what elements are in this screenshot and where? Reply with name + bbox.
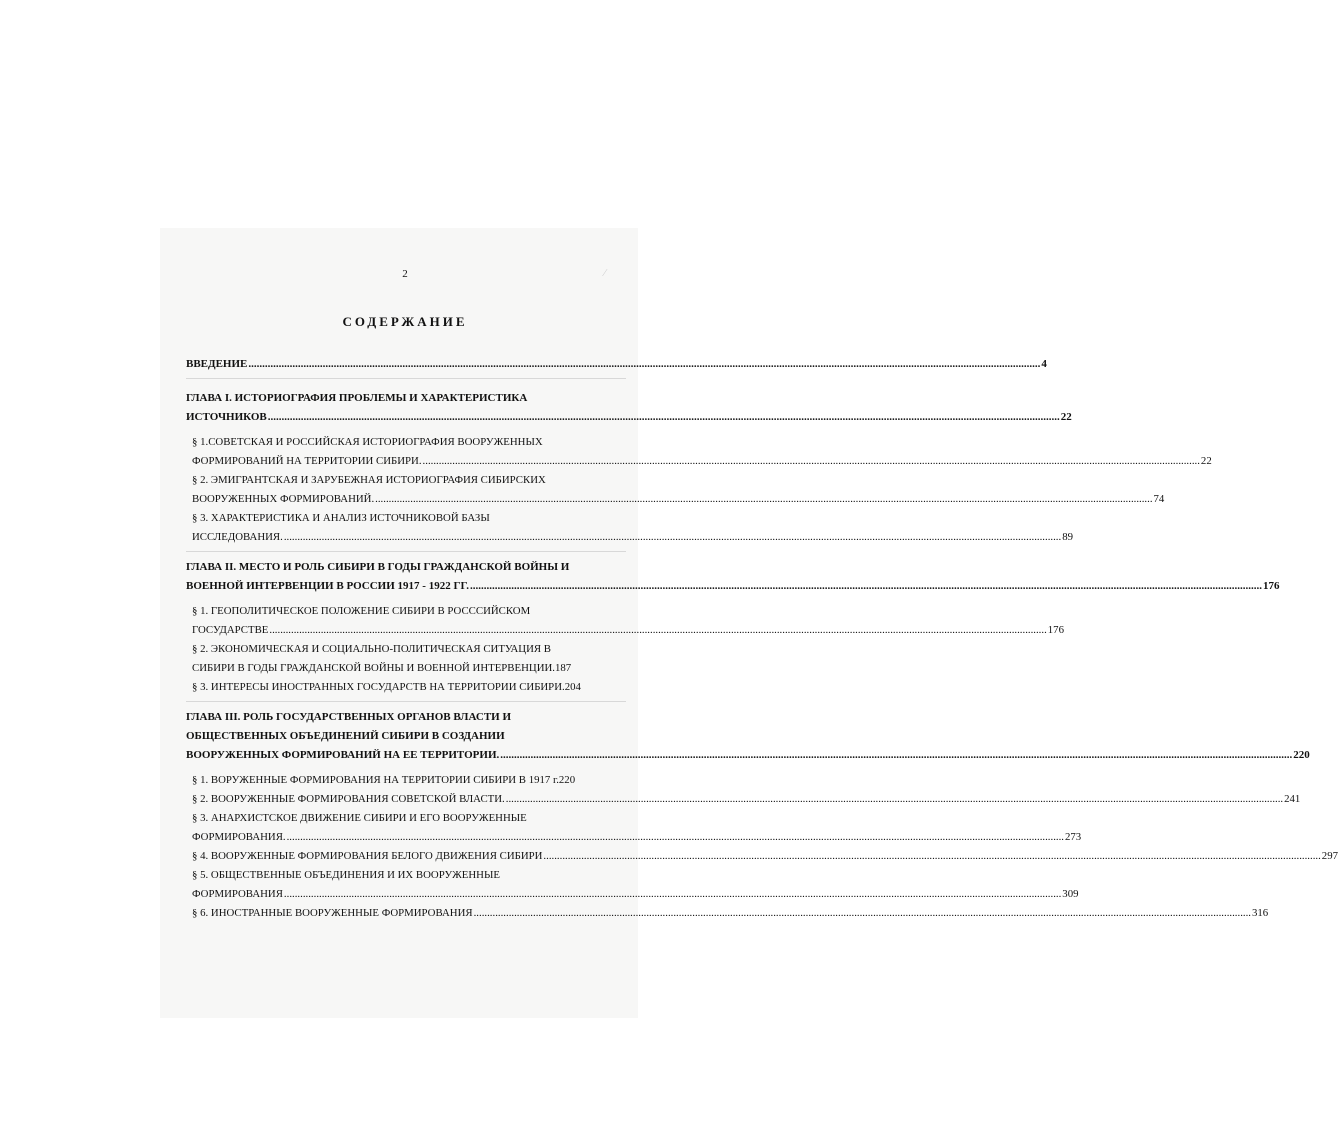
section-line: § 1. ГЕОПОЛИТИЧЕСКОЕ ПОЛОЖЕНИЕ СИБИРИ В РОСССИЙСКОМ [192,605,531,617]
toc-page-number: 204 [564,681,581,693]
chapter-heading-line: ГЛАВА II. МЕСТО И РОЛЬ СИБИРИ В ГОДЫ ГРАЖДАНСКОЙ ВОЙНЫ И [186,561,570,573]
toc-page-number: 241 [1284,793,1301,805]
section-line: § 3. АНАРХИСТСКОЕ ДВИЖЕНИЕ СИБИРИ И ЕГО ВООРУЖЕННЫЕ [192,812,527,824]
section-line: СИБИРИ В ГОДЫ ГРАЖДАНСКОЙ ВОЙНЫ И ВОЕННОЙ ИНТЕРВЕНЦИИ. [192,662,555,674]
dot-leader [267,408,1061,427]
toc-chapter-1 [186,389,1072,427]
section-line: § 4. ВООРУЖЕННЫЕ ФОРМИРОВАНИЯ БЕЛОГО ДВИЖЕНИЯ СИБИРИ [192,850,543,862]
dot-leader [542,847,1321,866]
toc-chapter-2 [186,558,1280,596]
chapter-heading-line: ВООРУЖЕННЫХ ФОРМИРОВАНИЙ НА ЕЕ ТЕРРИТОРИИ. [186,749,500,761]
section-line: § 1.СОВЕТСКАЯ И РОССИЙСКАЯ ИСТОРИОГРАФИЯ ВООРУЖЕННЫХ [192,436,543,448]
section-line: ФОРМИРОВАНИЯ [192,888,283,900]
toc-section-1-3 [186,509,1073,547]
toc-section-3-2 [186,790,1301,809]
section-line: ГОСУДАРСТВЕ [192,624,269,636]
toc-section-3-5 [186,866,1079,904]
toc-page-number: 220 [1293,749,1310,761]
toc-section-2-2 [186,640,626,678]
toc-page-number: 22 [1060,411,1072,423]
toc-section-3-4 [186,847,1338,866]
page-title: СОДЕРЖАНИЕ [342,314,468,329]
section-line: ФОРМИРОВАНИЯ. [192,831,286,843]
dot-leader [499,746,1293,765]
toc-page-number: 187 [555,662,572,674]
toc-page-number: 89 [1062,531,1073,543]
section-line: § 2. ЭМИГРАНТСКАЯ И ЗАРУБЕЖНАЯ ИСТОРИОГРАФИЯ СИБИРСКИХ [192,474,546,486]
toc-section-3-3 [186,809,1082,847]
section-line: ИССЛЕДОВАНИЯ. [192,531,283,543]
toc-section-2-1 [186,602,1064,640]
toc-entry-text: ВВЕДЕНИЕ [186,358,248,370]
toc-page-number: 273 [1064,831,1082,843]
toc-chapter-3 [186,708,1310,765]
dot-leader [283,528,1062,547]
section-line: ВООРУЖЕННЫХ ФОРМИРОВАНИЙ. [192,493,375,505]
toc-page-number: 220 [558,774,576,786]
toc-line [186,389,626,408]
dot-leader [505,790,1284,809]
toc-line [186,355,1047,374]
toc-section-1-1 [186,433,1212,471]
section-line: § 5. ОБЩЕСТВЕННЫЕ ОБЪЕДИНЕНИЯ И ИХ ВООРУЖЕННЫЕ [192,869,500,881]
section-line: § 3. ХАРАКТЕРИСТИКА И АНАЛИЗ ИСТОЧНИКОВОЙ БАЗЫ [192,512,490,524]
dot-leader [422,452,1201,471]
section-line: § 3. ИНТЕРЕСЫ ИНОСТРАННЫХ ГОСУДАРСТВ НА ТЕРРИТОРИИ СИБИРИ. [192,681,565,693]
scan-mark: ⁄ [604,268,606,279]
section-line: § 1. ВОРУЖЕННЫЕ ФОРМИРОВАНИЯ НА ТЕРРИТОРИИ СИБИРИ В 1917 г. [192,774,559,786]
page-number: 2 [402,268,408,280]
chapter-heading-line: ГЛАВА I. ИСТОРИОГРАФИЯ ПРОБЛЕМЫ И ХАРАКТЕРИСТИКА [186,392,528,404]
toc-page-number: 176 [1047,624,1064,636]
toc-page-number: 297 [1321,850,1338,862]
chapter-heading-line: ИСТОЧНИКОВ [186,411,267,423]
toc-section-2-3 [186,678,626,697]
dot-leader [268,621,1047,640]
dot-leader [374,490,1153,509]
section-line: § 2. ЭКОНОМИЧЕСКАЯ И СОЦИАЛЬНО-ПОЛИТИЧЕСКАЯ СИТУАЦИЯ В [192,643,552,655]
toc-page-number: 176 [1262,580,1280,592]
chapter-heading-line: ВОЕННОЙ ИНТЕРВЕНЦИИ В РОССИИ 1917 - 1922 ГГ. [186,580,469,592]
toc-intro [186,355,1047,374]
chapter-heading-line: ГЛАВА III. РОЛЬ ГОСУДАРСТВЕННЫХ ОРГАНОВ ВЛАСТИ И [186,711,512,723]
dot-leader [469,577,1263,596]
dot-leader [286,828,1065,847]
chapter-heading-line: ОБЩЕСТВЕННЫХ ОБЪЕДИНЕНИЙ СИБИРИ В СОЗДАНИИ [186,730,505,742]
toc-section-3-1 [186,771,626,790]
toc-page-number: 22 [1200,455,1212,467]
dot-leader [247,355,1041,374]
toc-page-number: 74 [1153,493,1165,505]
dot-leader [473,904,1252,923]
section-line: § 6. ИНОСТРАННЫЕ ВООРУЖЕННЫЕ ФОРМИРОВАНИЯ [192,907,473,919]
toc-section-1-2 [186,471,1165,509]
section-line: ФОРМИРОВАНИЙ НА ТЕРРИТОРИИ СИБИРИ. [192,455,422,467]
toc-section-3-6 [186,904,1269,923]
section-line: § 2. ВООРУЖЕННЫЕ ФОРМИРОВАНИЯ СОВЕТСКОЙ ВЛАСТИ. [192,793,505,805]
toc-page-number: 316 [1251,907,1269,919]
table-of-contents [186,355,1338,923]
dot-leader [283,885,1062,904]
toc-page-number: 309 [1062,888,1079,900]
toc-line [186,408,1072,427]
toc-page-number: 4 [1041,358,1047,370]
